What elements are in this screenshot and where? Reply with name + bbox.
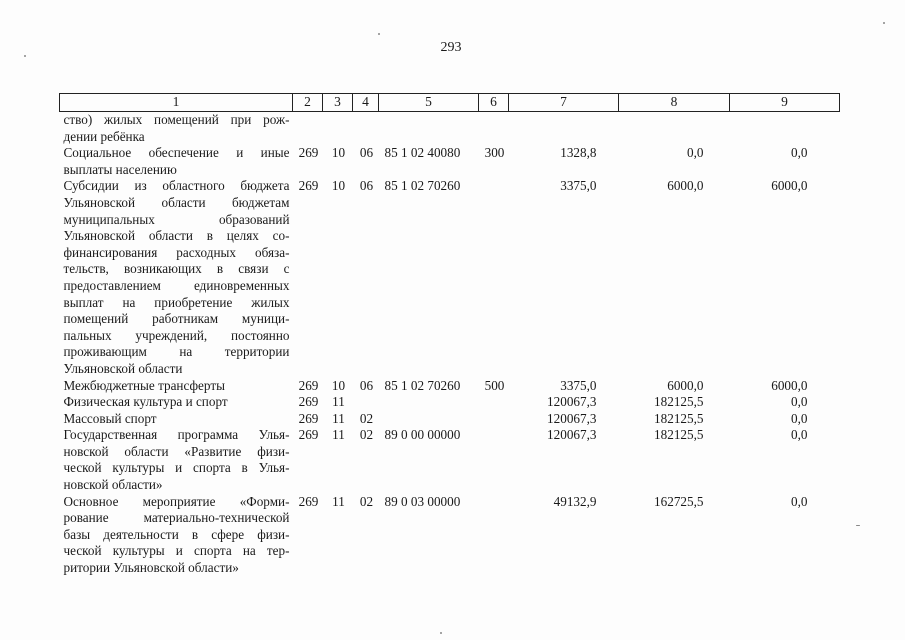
cell-c5: 85 1 02 40080	[384, 145, 461, 161]
cell-c9: 0,0	[791, 394, 808, 410]
table-body	[60, 112, 840, 577]
cell-c7: 120067,3	[547, 410, 597, 426]
cell-c5: 89 0 03 00000	[384, 493, 461, 509]
cell-c5: 89 0 00 00000	[384, 427, 461, 443]
column-header: 2	[293, 94, 323, 112]
row-name	[60, 411, 293, 428]
table-row	[60, 427, 840, 493]
cell-c3: 11	[332, 427, 345, 443]
page-number: 293	[440, 40, 462, 55]
column-header: 8	[619, 94, 730, 112]
row-name-line: Физическая культура и спорт	[63, 394, 228, 410]
row-name-line: выплат на приобретение жилых	[63, 294, 290, 310]
row-name-line: дении ребёнка	[63, 128, 145, 144]
row-name-line: помещений работникам муници-	[63, 311, 290, 327]
cell-c6	[479, 427, 509, 493]
cell-c7: 3375,0	[560, 178, 597, 194]
row-name-line: ческой культуры и спорта в Улья-	[63, 460, 290, 476]
scan-speck	[24, 55, 26, 57]
table-row	[60, 494, 840, 577]
row-name-line: ритории Ульяновской области»	[63, 560, 239, 576]
row-name-line: муниципальных образований	[63, 211, 290, 227]
cell-c8: 182125,5	[654, 410, 704, 426]
row-name-line: Социальное обеспечение и иные	[63, 145, 290, 161]
cell-c3: 11	[332, 394, 345, 410]
cell-c8	[619, 112, 730, 146]
cell-c7: 120067,3	[547, 394, 597, 410]
scan-speck	[856, 525, 860, 526]
cell-c7: 1328,8	[560, 145, 597, 161]
cell-c6	[479, 112, 509, 146]
header-row	[60, 94, 840, 112]
cell-c6	[479, 178, 509, 377]
row-name	[60, 112, 293, 146]
row-name-line: проживающим на территории	[63, 344, 290, 360]
row-name-line: новской области»	[63, 477, 163, 493]
cell-c5: 85 1 02 70260	[384, 178, 461, 194]
scan-speck	[883, 22, 885, 24]
row-name-line: базы деятельности в сфере физи-	[63, 526, 290, 542]
column-header: 4	[353, 94, 379, 112]
row-name	[60, 394, 293, 411]
cell-c4: 06	[359, 178, 374, 194]
row-name-line: предоставлением единовременных	[63, 277, 290, 293]
cell-c9	[730, 112, 840, 146]
cell-c3: 11	[332, 493, 345, 509]
cell-c9: 0,0	[791, 493, 808, 509]
row-name-line: Ульяновской области	[63, 360, 183, 376]
cell-c8: 6000,0	[667, 178, 704, 194]
row-name	[60, 145, 293, 178]
row-name	[60, 178, 293, 377]
cell-c6: 300	[484, 145, 505, 161]
cell-c8: 0,0	[687, 145, 704, 161]
table-row	[60, 394, 840, 411]
row-name-line: Ульяновской области в целях со-	[63, 228, 290, 244]
cell-c5: 85 1 02 70260	[384, 377, 461, 393]
cell-c5	[379, 411, 479, 428]
cell-c9: 0,0	[791, 427, 808, 443]
cell-c8: 182125,5	[654, 394, 704, 410]
column-header: 3	[323, 94, 353, 112]
cell-c4: 02	[359, 410, 374, 426]
row-name-line: Ульяновской области бюджетам	[63, 194, 290, 210]
column-header: 7	[509, 94, 619, 112]
cell-c2	[293, 112, 323, 146]
row-name-line: новской области «Развитие физи-	[63, 443, 290, 459]
cell-c6: 500	[484, 377, 505, 393]
cell-c7: 49132,9	[553, 493, 597, 509]
cell-c3: 10	[331, 178, 346, 194]
table-row	[60, 411, 840, 428]
row-name-line: Межбюджетные трансферты	[63, 377, 225, 393]
column-header: 5	[379, 94, 479, 112]
table-row	[60, 145, 840, 178]
cell-c7: 120067,3	[547, 427, 597, 443]
cell-c6	[479, 494, 509, 577]
cell-c5	[379, 112, 479, 146]
row-name-line: Государственная программа Улья-	[63, 427, 290, 443]
cell-c6	[479, 394, 509, 411]
row-name-line: Субсидии из областного бюджета	[63, 178, 290, 194]
cell-c2: 269	[298, 493, 319, 509]
cell-c3: 10	[331, 377, 346, 393]
cell-c2: 269	[298, 394, 319, 410]
table-row	[60, 112, 840, 146]
scan-speck	[440, 632, 442, 634]
row-name-line: финансирования расходных обяза-	[63, 244, 290, 260]
cell-c2: 269	[298, 410, 319, 426]
cell-c6	[479, 411, 509, 428]
cell-c9: 0,0	[791, 410, 808, 426]
table-row	[60, 178, 840, 377]
cell-c7	[509, 112, 619, 146]
cell-c9: 6000,0	[771, 178, 808, 194]
column-header: 1	[60, 94, 293, 112]
cell-c3	[323, 112, 353, 146]
cell-c4: 02	[359, 493, 374, 509]
cell-c3: 11	[332, 410, 345, 426]
cell-c9: 6000,0	[771, 377, 808, 393]
column-header: 9	[730, 94, 840, 112]
column-header: 6	[479, 94, 509, 112]
row-name-line: рование материально-технической	[63, 510, 290, 526]
cell-c2: 269	[298, 427, 319, 443]
table-row	[60, 378, 840, 395]
cell-c4: 02	[359, 427, 374, 443]
cell-c8: 182125,5	[654, 427, 704, 443]
cell-c4	[353, 394, 379, 411]
row-name	[60, 378, 293, 395]
cell-c8: 6000,0	[667, 377, 704, 393]
row-name-line: пальных учреждений, постоянно	[63, 327, 290, 343]
row-name	[60, 494, 293, 577]
row-name-line: выплаты населению	[63, 161, 177, 177]
row-name-line: тельств, возникающих в связи с	[63, 261, 290, 277]
cell-c4: 06	[359, 145, 374, 161]
cell-c5	[379, 394, 479, 411]
cell-c2: 269	[298, 145, 319, 161]
cell-c3: 10	[331, 145, 346, 161]
cell-c2: 269	[298, 377, 319, 393]
cell-c2: 269	[298, 178, 319, 194]
row-name-line: Массовый спорт	[63, 410, 157, 426]
cell-c8: 162725,5	[654, 493, 704, 509]
row-name-line: Основное мероприятие «Форми-	[63, 493, 290, 509]
cell-c4	[353, 112, 379, 146]
row-name-line: ческой культуры и спорта на тер-	[63, 543, 290, 559]
row-name-line: ство) жилых помещений при рож-	[63, 112, 290, 127]
row-name	[60, 427, 293, 493]
budget-table	[59, 93, 840, 577]
cell-c7: 3375,0	[560, 377, 597, 393]
cell-c9: 0,0	[791, 145, 808, 161]
cell-c4: 06	[359, 377, 374, 393]
scan-speck	[378, 33, 380, 35]
